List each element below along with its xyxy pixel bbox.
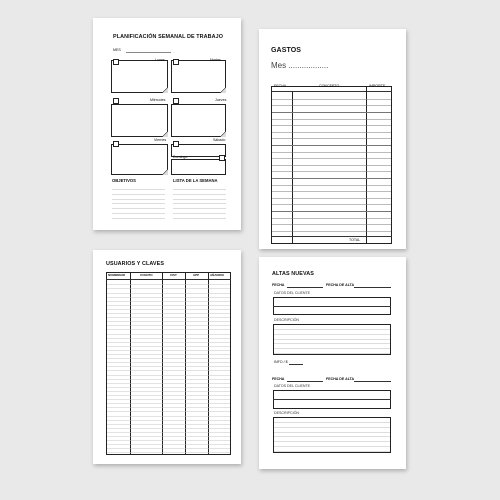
gastos-col-fecha: FECHA	[274, 84, 287, 88]
altas-datos-1: DATOS DEL CLIENTE	[274, 291, 311, 295]
gastos-total-rule	[271, 236, 392, 237]
usuarios-header-rule	[106, 279, 231, 280]
altas-datos-2: DATOS DEL CLIENTE	[274, 384, 311, 388]
altas-fecha-alta-line-2	[354, 381, 391, 382]
mes-label: MES	[113, 48, 121, 52]
day-box-domingo	[171, 159, 226, 175]
gastos-total-label: TOTAL	[349, 238, 361, 242]
fold-lunes	[162, 87, 168, 93]
checkbox-martes[interactable]	[173, 59, 179, 65]
checkbox-sabado[interactable]	[173, 141, 179, 147]
day-box-jueves	[171, 104, 226, 137]
fold-miercoles	[162, 131, 168, 137]
day-box-lunes	[111, 60, 168, 93]
usuarios-page	[93, 250, 241, 464]
lista-semana-heading: LISTA DE LA SEMANA	[173, 178, 218, 183]
day-label-viernes: Viernes	[154, 138, 167, 142]
altas-fecha-alta-line-1	[354, 287, 391, 288]
checkbox-lunes[interactable]	[113, 59, 119, 65]
altas-descripcion-lines-2	[274, 418, 390, 452]
fold-viernes	[162, 169, 168, 175]
usuarios-title: USUARIOS Y CLAVES	[106, 261, 165, 267]
usuarios-col-cist: CIST	[170, 273, 177, 277]
day-label-domingo: Domingo	[173, 155, 188, 159]
usuarios-rows	[107, 281, 230, 453]
altas-fecha-alta-2: FECHA DE ALTA	[326, 377, 355, 381]
usuarios-col-anadido: AÑADIDO	[210, 273, 224, 277]
altas-title: ALTAS NUEVAS	[272, 271, 314, 277]
altas-fecha-1: FECHA	[272, 283, 285, 287]
day-box-miercoles	[111, 104, 168, 137]
usuarios-col-nombre: NOMBRE/ID	[108, 273, 126, 277]
day-box-martes	[171, 60, 226, 93]
usuarios-col-app: APP	[193, 273, 200, 277]
day-label-lunes: Lunes	[155, 58, 165, 62]
mes-line	[126, 52, 171, 53]
altas-info-line-1	[289, 364, 303, 365]
day-label-jueves: Jueves	[215, 98, 227, 102]
fold-martes	[220, 87, 226, 93]
usuarios-col-cuento: CUENTO	[140, 273, 153, 277]
gastos-col-concepto: CONCEPTO	[319, 84, 340, 88]
altas-descripcion-2: DESCRIPCIÓN	[274, 411, 299, 415]
planificacion-page	[93, 18, 241, 230]
day-label-miercoles: Miércoles	[150, 98, 166, 102]
lista-lines	[173, 185, 226, 219]
altas-datos-rule-2	[273, 399, 391, 400]
checkbox-viernes[interactable]	[113, 141, 119, 147]
checkbox-jueves[interactable]	[173, 98, 179, 104]
altas-info-1: INFO / $	[274, 360, 288, 364]
objetivos-heading: OBJETIVOS	[112, 178, 136, 183]
objetivos-lines	[112, 185, 165, 219]
altas-descripcion-1: DESCRIPCIÓN	[274, 318, 299, 322]
checkbox-miercoles[interactable]	[113, 98, 119, 104]
day-box-viernes	[111, 144, 168, 175]
altas-fecha-alta-1: FECHA DE ALTA	[326, 283, 355, 287]
gastos-rows	[272, 93, 391, 233]
gastos-header-rule	[271, 91, 392, 92]
gastos-col-importe: IMPORTE	[369, 84, 386, 88]
altas-fecha-2: FECHA	[272, 377, 285, 381]
planificacion-title: PLANIFICACIÓN SEMANAL DE TRABAJO	[113, 34, 224, 40]
gastos-title: GASTOS	[271, 47, 302, 54]
altas-fecha-line-1	[287, 287, 323, 288]
day-label-martes: Martes	[210, 58, 221, 62]
altas-descripcion-lines-1	[274, 325, 390, 354]
fold-jueves	[220, 131, 226, 137]
checkbox-domingo[interactable]	[219, 155, 225, 161]
altas-datos-rule-1	[273, 306, 391, 307]
gastos-page	[259, 29, 406, 249]
altas-fecha-line-2	[287, 381, 323, 382]
gastos-mes: Mes ..................	[271, 61, 329, 70]
day-label-sabado: Sábado	[213, 138, 226, 142]
altas-page	[259, 257, 406, 469]
